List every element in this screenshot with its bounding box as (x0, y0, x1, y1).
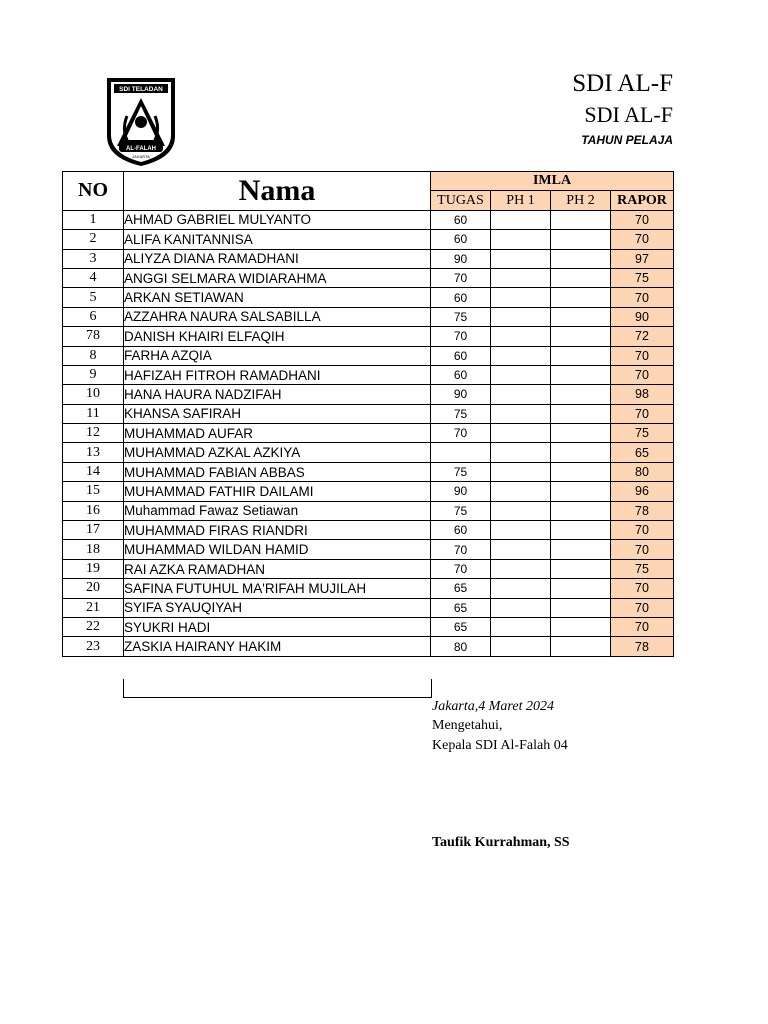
signature-place-date: Jakarta,4 Maret 2024 (432, 699, 554, 714)
cell-ph2 (551, 288, 611, 307)
cell-rapor: 98 (611, 385, 674, 404)
school-title: SDI AL-F (572, 70, 673, 97)
cell-ph1 (491, 404, 551, 423)
cell-ph2 (551, 540, 611, 559)
column-header-ph2: PH 2 (551, 191, 611, 210)
cell-ph2 (551, 637, 611, 656)
cell-ph2 (551, 327, 611, 346)
cell-no: 19 (63, 559, 124, 578)
cell-rapor: 78 (611, 637, 674, 656)
cell-no: 17 (63, 521, 124, 540)
table-row (63, 365, 674, 384)
cell-rapor: 70 (611, 365, 674, 384)
cell-ph2 (551, 598, 611, 617)
cell-ph1 (491, 307, 551, 326)
cell-nama: MUHAMMAD AZKAL AZKIYA (124, 443, 431, 462)
cell-ph2 (551, 249, 611, 268)
table-row (63, 385, 674, 404)
cell-nama: SAFINA FUTUHUL MA'RIFAH MUJILAH (124, 579, 431, 598)
cell-ph1 (491, 385, 551, 404)
cell-tugas: 65 (431, 598, 491, 617)
cell-rapor: 70 (611, 617, 674, 636)
cell-ph2 (551, 521, 611, 540)
cell-ph2 (551, 268, 611, 287)
cell-ph1 (491, 365, 551, 384)
cell-ph1 (491, 210, 551, 229)
cell-tugas: 70 (431, 559, 491, 578)
cell-nama: MUHAMMAD FIRAS RIANDRI (124, 521, 431, 540)
cell-ph2 (551, 346, 611, 365)
table-row (63, 540, 674, 559)
cell-no: 15 (63, 482, 124, 501)
cell-nama: ARKAN SETIAWAN (124, 288, 431, 307)
cell-ph2 (551, 462, 611, 481)
cell-ph2 (551, 443, 611, 462)
table-row (63, 249, 674, 268)
table-row (63, 288, 674, 307)
cell-ph1 (491, 443, 551, 462)
cell-no: 6 (63, 307, 124, 326)
school-subtitle: SDI AL-F (584, 102, 673, 127)
cell-ph2 (551, 230, 611, 249)
cell-tugas: 70 (431, 327, 491, 346)
cell-tugas (431, 443, 491, 462)
cell-nama: ALIYZA DIANA RAMADHANI (124, 249, 431, 268)
cell-rapor: 70 (611, 230, 674, 249)
cell-no: 78 (63, 327, 124, 346)
column-header-ph1: PH 1 (491, 191, 551, 210)
cell-ph1 (491, 462, 551, 481)
cell-no: 9 (63, 365, 124, 384)
cell-nama: ZASKIA HAIRANY HAKIM (124, 637, 431, 656)
cell-ph1 (491, 579, 551, 598)
cell-no: 3 (63, 249, 124, 268)
cell-ph1 (491, 559, 551, 578)
cell-tugas: 60 (431, 230, 491, 249)
cell-tugas: 60 (431, 365, 491, 384)
cell-ph2 (551, 559, 611, 578)
cell-tugas: 75 (431, 404, 491, 423)
table-row (63, 404, 674, 423)
cell-no: 8 (63, 346, 124, 365)
cell-rapor: 70 (611, 288, 674, 307)
cell-ph1 (491, 327, 551, 346)
cell-no: 4 (63, 268, 124, 287)
cell-no: 16 (63, 501, 124, 520)
cell-nama: FARHA AZQIA (124, 346, 431, 365)
cell-ph1 (491, 482, 551, 501)
cell-rapor: 65 (611, 443, 674, 462)
table-row (63, 230, 674, 249)
cell-nama: KHANSA SAFIRAH (124, 404, 431, 423)
cell-ph1 (491, 521, 551, 540)
cell-nama: AZZAHRA NAURA SALSABILLA (124, 307, 431, 326)
cell-no: 20 (63, 579, 124, 598)
cell-tugas: 70 (431, 540, 491, 559)
cell-tugas: 65 (431, 617, 491, 636)
column-header-no: NO (63, 172, 124, 211)
table-row (63, 559, 674, 578)
cell-rapor: 70 (611, 598, 674, 617)
cell-ph2 (551, 404, 611, 423)
signature-position: Kepala SDI Al-Falah 04 (432, 738, 568, 753)
cell-ph1 (491, 617, 551, 636)
cell-tugas: 80 (431, 637, 491, 656)
table-row (63, 307, 674, 326)
signature-name: Taufik Kurrahman, SS (432, 835, 570, 850)
cell-tugas: 60 (431, 346, 491, 365)
cell-nama: MUHAMMAD FATHIR DAILAMI (124, 482, 431, 501)
cell-ph2 (551, 617, 611, 636)
cell-ph1 (491, 346, 551, 365)
cell-tugas: 65 (431, 579, 491, 598)
table-row (63, 443, 674, 462)
cell-tugas: 90 (431, 385, 491, 404)
table-row (63, 598, 674, 617)
table-row (63, 501, 674, 520)
cell-ph1 (491, 249, 551, 268)
cell-tugas: 75 (431, 501, 491, 520)
cell-no: 11 (63, 404, 124, 423)
cell-ph1 (491, 230, 551, 249)
cell-no: 18 (63, 540, 124, 559)
table-row (63, 617, 674, 636)
cell-rapor: 72 (611, 327, 674, 346)
table-row (63, 210, 674, 229)
cell-nama: AHMAD GABRIEL MULYANTO (124, 210, 431, 229)
cell-tugas: 60 (431, 521, 491, 540)
cell-rapor: 75 (611, 559, 674, 578)
table-body (63, 210, 674, 656)
school-crest-logo (105, 76, 177, 168)
cell-ph2 (551, 385, 611, 404)
cell-nama: ANGGI SELMARA WIDIARAHMA (124, 268, 431, 287)
cell-rapor: 80 (611, 462, 674, 481)
signature-acknowledged: Mengetahui, (432, 718, 503, 733)
cell-ph1 (491, 268, 551, 287)
table-row (63, 462, 674, 481)
cell-ph2 (551, 307, 611, 326)
table-row (63, 521, 674, 540)
cell-ph2 (551, 424, 611, 443)
cell-rapor: 70 (611, 579, 674, 598)
cell-ph1 (491, 288, 551, 307)
table-row (63, 327, 674, 346)
cell-rapor: 75 (611, 268, 674, 287)
empty-row-cell (123, 679, 432, 698)
cell-no: 21 (63, 598, 124, 617)
cell-no: 23 (63, 637, 124, 656)
cell-nama: SYIFA SYAUQIYAH (124, 598, 431, 617)
cell-rapor: 78 (611, 501, 674, 520)
cell-tugas: 75 (431, 307, 491, 326)
cell-ph1 (491, 540, 551, 559)
cell-ph2 (551, 501, 611, 520)
cell-nama: ALIFA KANITANNISA (124, 230, 431, 249)
cell-rapor: 90 (611, 307, 674, 326)
cell-no: 22 (63, 617, 124, 636)
column-group-imla: IMLA (431, 172, 674, 191)
cell-ph1 (491, 598, 551, 617)
cell-ph2 (551, 365, 611, 384)
cell-nama: Muhammad Fawaz Setiawan (124, 501, 431, 520)
cell-no: 10 (63, 385, 124, 404)
table-row (63, 346, 674, 365)
table-row (63, 482, 674, 501)
cell-nama: MUHAMMAD FABIAN ABBAS (124, 462, 431, 481)
table-row (63, 637, 674, 656)
academic-year-label: TAHUN PELAJA (581, 133, 673, 147)
cell-no: 1 (63, 210, 124, 229)
cell-no: 13 (63, 443, 124, 462)
cell-nama: MUHAMMAD WILDAN HAMID (124, 540, 431, 559)
cell-rapor: 70 (611, 540, 674, 559)
column-header-tugas: TUGAS (431, 191, 491, 210)
cell-ph1 (491, 637, 551, 656)
cell-tugas: 70 (431, 424, 491, 443)
cell-ph2 (551, 579, 611, 598)
table-row (63, 268, 674, 287)
cell-ph1 (491, 424, 551, 443)
cell-rapor: 75 (611, 424, 674, 443)
cell-ph2 (551, 210, 611, 229)
cell-no: 2 (63, 230, 124, 249)
logo-top-text: SDI TELADAN (119, 86, 163, 93)
cell-rapor: 70 (611, 404, 674, 423)
cell-no: 5 (63, 288, 124, 307)
cell-rapor: 70 (611, 521, 674, 540)
cell-tugas: 90 (431, 482, 491, 501)
column-header-rapor: RAPOR (611, 191, 674, 210)
cell-nama: SYUKRI HADI (124, 617, 431, 636)
table-row (63, 579, 674, 598)
column-header-nama: Nama (124, 172, 431, 211)
cell-no: 14 (63, 462, 124, 481)
logo-sub-text: JAKARTA (132, 154, 150, 159)
cell-tugas: 70 (431, 268, 491, 287)
cell-no: 12 (63, 424, 124, 443)
cell-nama: HANA HAURA NADZIFAH (124, 385, 431, 404)
cell-tugas: 60 (431, 210, 491, 229)
cell-nama: DANISH KHAIRI ELFAQIH (124, 327, 431, 346)
cell-rapor: 97 (611, 249, 674, 268)
cell-rapor: 96 (611, 482, 674, 501)
table-row (63, 424, 674, 443)
cell-nama: HAFIZAH FITROH RAMADHANI (124, 365, 431, 384)
cell-rapor: 70 (611, 346, 674, 365)
grades-table (62, 171, 674, 657)
cell-rapor: 70 (611, 210, 674, 229)
cell-ph2 (551, 482, 611, 501)
cell-nama: RAI AZKA RAMADHAN (124, 559, 431, 578)
cell-tugas: 75 (431, 462, 491, 481)
cell-nama: MUHAMMAD AUFAR (124, 424, 431, 443)
logo-bottom-text: AL-FALAH (126, 146, 156, 152)
cell-ph1 (491, 501, 551, 520)
cell-tugas: 90 (431, 249, 491, 268)
cell-tugas: 60 (431, 288, 491, 307)
